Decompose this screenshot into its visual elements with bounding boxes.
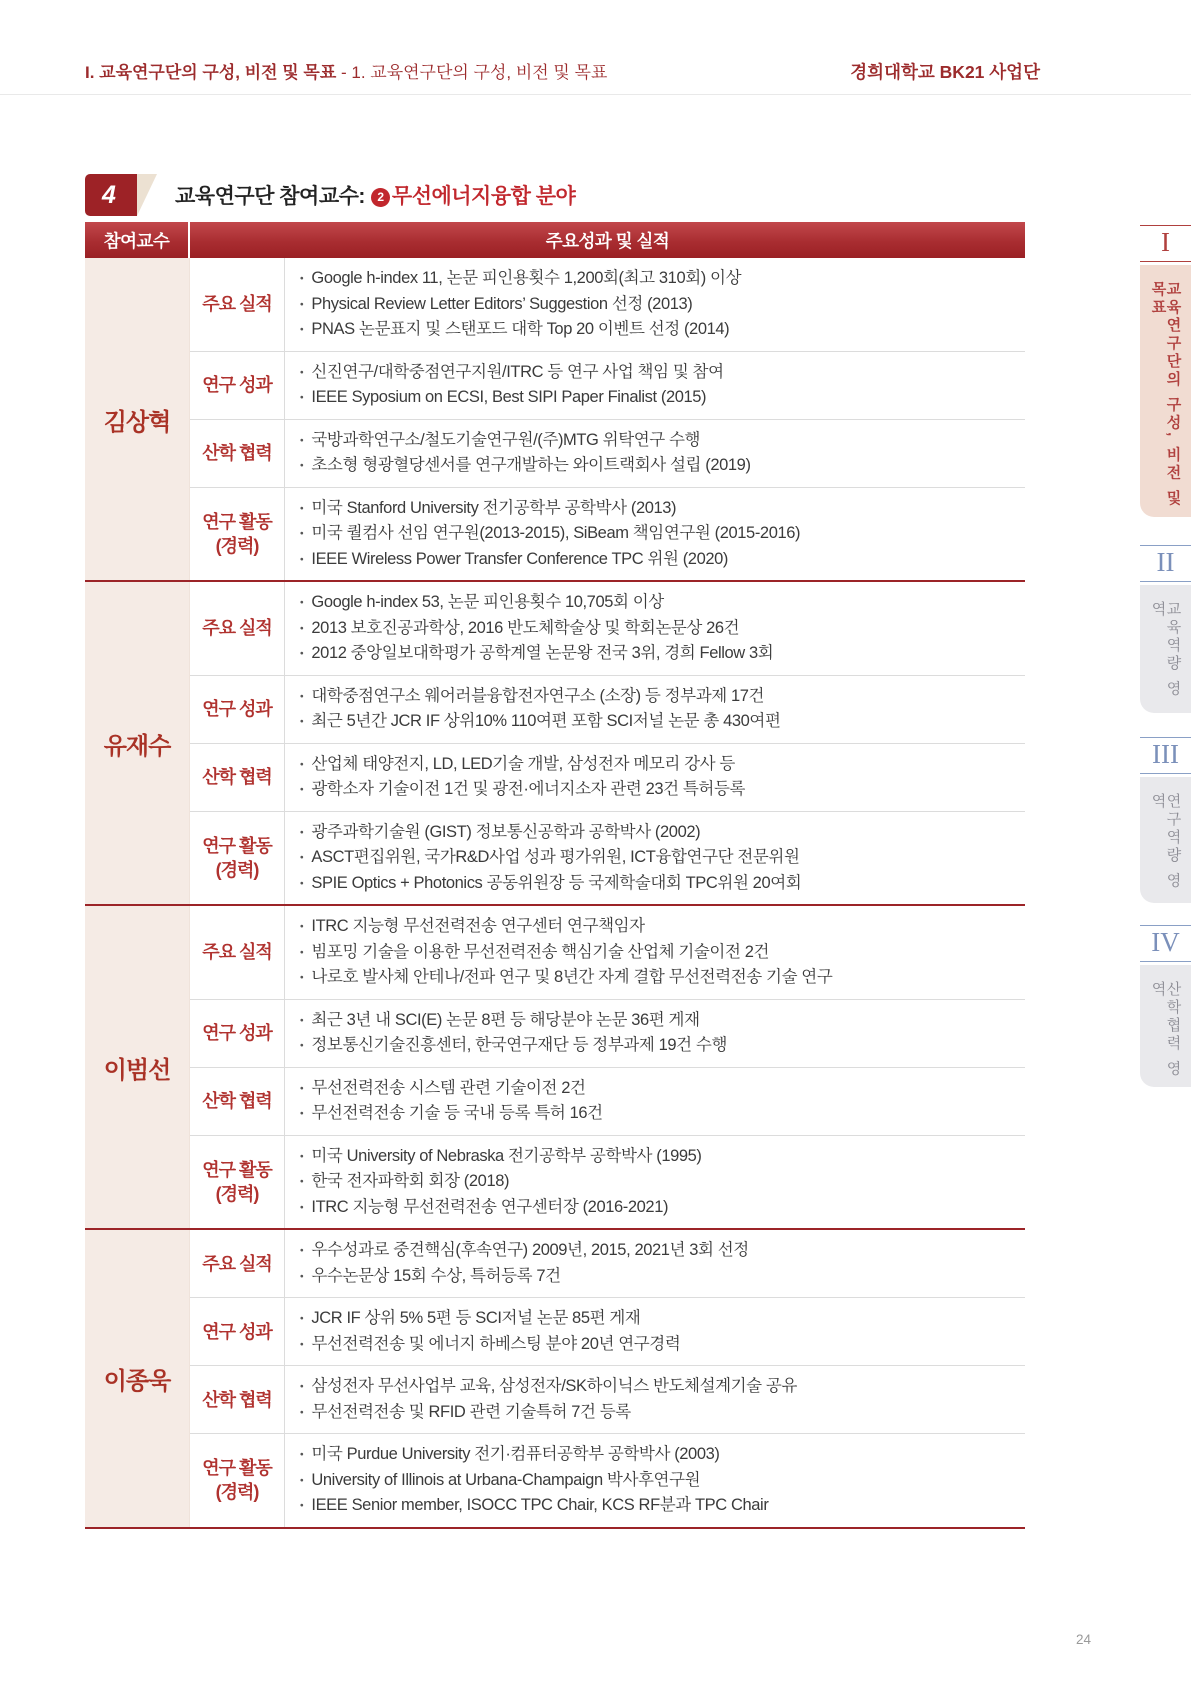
bullet-icon: •	[300, 622, 304, 634]
bullet-text: Google h-index 11, 논문 피인용횟수 1,200회(최고 310회) 이상	[311, 269, 742, 287]
side-tab-numeral: I	[1140, 225, 1191, 262]
section-title-block	[85, 174, 575, 216]
achievement-row	[190, 676, 1025, 744]
bullet-icon: •	[300, 1474, 304, 1486]
bullet-text: JCR IF 상위 5% 5편 등 SCI저널 논문 85편 게재	[311, 1309, 641, 1327]
achievement-items	[285, 420, 1025, 487]
bullet-icon: •	[300, 1499, 304, 1511]
bullet-icon: •	[300, 391, 304, 403]
bullet-text: 2012 중앙일보대학평가 공학계열 논문왕 전국 3위, 경희 Fellow 3회	[311, 644, 774, 662]
category-label	[190, 1298, 285, 1365]
bullet-item	[299, 590, 1015, 616]
bullet-icon: •	[300, 459, 304, 471]
bullet-text: 초소형 형광혈당센서를 연구개발하는 와이트랙회사 설립 (2019)	[311, 456, 751, 474]
bullet-item	[299, 845, 1015, 871]
bullet-item	[299, 777, 1015, 803]
achievement-items	[285, 1136, 1025, 1229]
bullet-text: 정보통신기술진흥센터, 한국연구재단 등 정부과제 19건 수행	[311, 1036, 727, 1054]
category-sublabel: (경력)	[215, 1482, 259, 1503]
professor-name: 이종욱	[85, 1230, 190, 1527]
achievement-row	[190, 744, 1025, 812]
bullet-text: 최근 3년 내 SCI(E) 논문 8편 등 해당분야 논문 36편 게재	[311, 1010, 700, 1029]
category-label-line: 연구 활동	[202, 1458, 272, 1479]
bullet-icon: •	[300, 298, 304, 310]
side-tab-numeral: II	[1140, 545, 1191, 582]
section-number-badge	[85, 174, 137, 216]
bullet-icon: •	[300, 715, 304, 727]
bullet-text: 우수논문상 15회 수상, 특허등록 7건	[311, 1266, 561, 1285]
bullet-item	[299, 1332, 1015, 1358]
achievement-row	[190, 258, 1025, 352]
category-sublabel: (경력)	[215, 1183, 259, 1204]
bullet-item	[299, 428, 1015, 454]
section-title-prefix: 교육연구단 참여교수:	[175, 185, 365, 208]
bullet-item	[299, 1033, 1015, 1059]
bullet-icon: •	[300, 502, 304, 514]
bullet-icon: •	[300, 1270, 304, 1282]
bullet-item	[299, 1144, 1015, 1170]
achievement-row	[190, 1434, 1025, 1527]
achievement-items	[285, 1298, 1025, 1365]
bullet-text: 한국 전자파학회 회장 (2018)	[311, 1172, 510, 1190]
bullet-icon: •	[300, 851, 304, 863]
side-tab-numeral: IV	[1140, 925, 1191, 962]
category-label-line: 연구 활동	[202, 835, 272, 856]
achievement-items	[285, 812, 1025, 905]
bullet-text: 최근 5년간 JCR IF 상위10% 110여편 포함 SCI저널 논문 총 430여편	[311, 712, 781, 730]
group-rows	[190, 258, 1025, 580]
category-label-line: 주요 실적	[202, 1253, 272, 1274]
professor-group	[85, 906, 1025, 1230]
achievement-items	[285, 1068, 1025, 1135]
bullet-item	[299, 1008, 1015, 1034]
category-label	[190, 1366, 285, 1433]
professor-name: 유재수	[85, 582, 190, 904]
category-sublabel: (경력)	[215, 535, 259, 556]
achievement-row	[190, 1366, 1025, 1434]
bullet-icon: •	[300, 596, 304, 608]
category-label	[190, 1000, 285, 1067]
bullet-icon: •	[300, 553, 304, 565]
bullet-text: 삼성전자 무선사업부 교육, 삼성전자/SK하이닉스 반도체설계기술 공유	[311, 1377, 797, 1395]
bullet-icon: •	[300, 1150, 304, 1162]
bullet-text: PNAS 논문표지 및 스탠포드 대학 Top 20 이벤트 선정 (2014)	[311, 320, 730, 338]
bullet-item	[299, 1076, 1015, 1102]
achievement-items	[285, 582, 1025, 675]
header-divider	[0, 94, 1191, 95]
category-label-line: 연구 활동	[202, 511, 272, 532]
bullet-item	[299, 453, 1015, 479]
side-tab-label-box	[1140, 585, 1191, 713]
bullet-item	[299, 641, 1015, 667]
bullet-item	[299, 1101, 1015, 1127]
bullet-text: SPIE Optics + Photonics 공동위원장 등 국제학술대회 TPC위원 20여회	[311, 873, 802, 892]
running-header	[85, 58, 1040, 84]
bullet-text: 신진연구/대학중점연구지원/ITRC 등 연구 사업 책임 및 참여	[311, 362, 724, 381]
bullet-text: IEEE Syposium on ECSI, Best SIPI Paper Finalist (2015)	[311, 388, 707, 406]
category-label	[190, 906, 285, 999]
bullet-item	[299, 360, 1015, 386]
achievement-items	[285, 744, 1025, 811]
bullet-item	[299, 292, 1015, 318]
category-label	[190, 582, 285, 675]
side-tab-I[interactable]	[1140, 225, 1191, 517]
category-label-line: 연구 활동	[202, 1159, 272, 1180]
category-label-line: 연구 성과	[202, 1321, 272, 1342]
bullet-icon: •	[300, 1338, 304, 1350]
bullet-text: ITRC 지능형 무선전력전송 연구센터 연구책임자	[311, 917, 645, 935]
side-tab-label: 연구역량 영역	[1149, 793, 1182, 891]
professor-name: 김상혁	[85, 258, 190, 580]
bullet-item	[299, 1306, 1015, 1332]
side-tab-IV[interactable]	[1140, 925, 1191, 1087]
category-label-line: 연구 성과	[202, 375, 272, 395]
bullet-item	[299, 1468, 1015, 1494]
bullet-icon: •	[300, 783, 304, 795]
category-label	[190, 488, 285, 581]
achievement-row	[190, 1298, 1025, 1366]
page-number: 24	[1075, 1632, 1091, 1647]
side-tab-label: 교육역량 영역	[1149, 601, 1182, 699]
bullet-item	[299, 496, 1015, 522]
achievement-row	[190, 1136, 1025, 1229]
bullet-icon: •	[300, 527, 304, 539]
category-label	[190, 352, 285, 419]
professor-table	[85, 222, 1025, 1529]
bullet-item	[299, 317, 1015, 343]
category-label	[190, 1434, 285, 1527]
bullet-item	[299, 385, 1015, 411]
bullet-text: 무선전력전송 및 RFID 관련 기술특허 7건 등록	[311, 1402, 631, 1421]
section-title-highlight: 무선에너지융합 분야	[391, 185, 576, 208]
category-label-line: 주요 실적	[202, 294, 272, 315]
bullet-item	[299, 871, 1015, 897]
bullet-icon: •	[300, 366, 304, 378]
bullet-text: 빔포밍 기술을 이용한 무선전력전송 핵심기술 산업체 기술이전 2건	[311, 942, 770, 961]
side-tab-numeral: III	[1140, 737, 1191, 774]
running-header-left-sub: 1. 교육연구단의 구성, 비전 및 목표	[351, 63, 608, 82]
achievement-row	[190, 906, 1025, 1000]
professor-group	[85, 1230, 1025, 1529]
bullet-icon: •	[300, 826, 304, 838]
achievement-items	[285, 1434, 1025, 1527]
achievement-row	[190, 812, 1025, 905]
bullet-text: IEEE Wireless Power Transfer Conference TPC 위원 (2020)	[311, 549, 729, 568]
bullet-item	[299, 1493, 1015, 1519]
bullet-icon: •	[300, 647, 304, 659]
achievement-items	[285, 676, 1025, 743]
bullet-icon: •	[300, 323, 304, 335]
side-tab-III[interactable]	[1140, 737, 1191, 903]
achievement-items	[285, 1366, 1025, 1433]
category-label-line: 산학 협력	[202, 443, 272, 463]
professor-group	[85, 582, 1025, 906]
side-tab-label: 산학협력 영역	[1149, 981, 1182, 1079]
section-number: 4	[102, 180, 116, 209]
circled-two-icon: 2	[371, 188, 390, 207]
bullet-text: 무선전력전송 및 에너지 하베스팅 분야 20년 연구경력	[311, 1334, 681, 1353]
group-rows	[190, 582, 1025, 904]
group-rows	[190, 906, 1025, 1228]
bullet-text: 미국 Purdue University 전기·컴퓨터공학부 공학박사 (2003)	[311, 1445, 720, 1463]
running-header-left	[85, 58, 607, 83]
achievement-row	[190, 488, 1025, 581]
running-header-left-bold: I. 교육연구단의 구성, 비전 및 목표	[85, 63, 337, 82]
achievement-row	[190, 1230, 1025, 1298]
bullet-text: 대학중점연구소 웨어러블융합전자연구소 (소장) 등 정부과제 17건	[311, 686, 765, 705]
achievement-row	[190, 1068, 1025, 1136]
bullet-text: ITRC 지능형 무선전력전송 연구센터장 (2016-2021)	[311, 1197, 669, 1216]
side-tab-label: 교육연구단의 구성, 비전 및 목표	[1149, 281, 1182, 508]
bullet-item	[299, 1195, 1015, 1221]
bullet-icon: •	[300, 946, 304, 958]
category-label	[190, 812, 285, 905]
category-label-line: 산학 협력	[202, 1091, 272, 1111]
bullet-icon: •	[300, 690, 304, 702]
bullet-text: 산업체 태양전지, LD, LED기술 개발, 삼성전자 메모리 강사 등	[311, 754, 735, 773]
achievement-row	[190, 352, 1025, 420]
category-label	[190, 744, 285, 811]
bullet-item	[299, 616, 1015, 642]
bullet-text: ASCT편집위원, 국가R&D사업 성과 평가위원, ICT융합연구단 전문위원	[311, 848, 800, 866]
achievement-row	[190, 1000, 1025, 1068]
category-label-line: 주요 실적	[202, 942, 272, 963]
badge-fold-icon	[137, 174, 157, 216]
bullet-icon: •	[300, 1014, 304, 1026]
achievement-items	[285, 488, 1025, 581]
bullet-icon: •	[300, 877, 304, 889]
bullet-text: Google h-index 53, 논문 피인용횟수 10,705회 이상	[311, 593, 664, 611]
bullet-icon: •	[300, 1039, 304, 1051]
bullet-item	[299, 820, 1015, 846]
category-label	[190, 1068, 285, 1135]
bullet-text: University of Illinois at Urbana-Champaign 박사후연구원	[311, 1470, 701, 1489]
professor-name: 이범선	[85, 906, 190, 1228]
bullet-icon: •	[300, 1082, 304, 1094]
col-header-professor: 참여교수	[85, 222, 190, 258]
category-label	[190, 258, 285, 351]
category-label	[190, 420, 285, 487]
bullet-item	[299, 521, 1015, 547]
side-tab-II[interactable]	[1140, 545, 1191, 713]
table-header-row	[85, 222, 1025, 258]
col-header-achievements: 주요성과 및 실적	[545, 230, 670, 251]
bullet-item	[299, 914, 1015, 940]
category-sublabel: (경력)	[215, 859, 259, 880]
bullet-icon: •	[300, 920, 304, 932]
achievement-items	[285, 906, 1025, 999]
bullet-text: 2013 보호진공과학상, 2016 반도체학술상 및 학회논문상 26건	[311, 618, 740, 637]
bullet-text: 광주과학기술원 (GIST) 정보통신공학과 공학박사 (2002)	[311, 822, 701, 841]
bullet-text: 우수성과로 중견핵심(후속연구) 2009년, 2015, 2021년 3회 선정	[311, 1241, 749, 1259]
bullet-text: 미국 University of Nebraska 전기공학부 공학박사 (1995)	[311, 1146, 702, 1165]
bullet-item	[299, 547, 1015, 573]
side-tab-label-box	[1140, 265, 1191, 517]
bullet-text: Physical Review Letter Editors’ Suggestion 선정 (2013)	[311, 294, 693, 313]
category-label-line: 연구 성과	[202, 699, 272, 719]
running-header-separator: -	[336, 63, 352, 82]
bullet-item	[299, 1264, 1015, 1290]
category-label-line: 산학 협력	[202, 767, 272, 787]
bullet-item	[299, 709, 1015, 735]
category-label	[190, 1136, 285, 1229]
bullet-text: 나로호 발사체 안테나/전파 연구 및 8년간 자계 결합 무선전력전송 기술 연구	[311, 968, 833, 986]
bullet-icon: •	[300, 1380, 304, 1392]
group-rows	[190, 1230, 1025, 1527]
bullet-item	[299, 684, 1015, 710]
bullet-icon: •	[300, 1448, 304, 1460]
bullet-item	[299, 965, 1015, 991]
category-label-line: 주요 실적	[202, 618, 272, 639]
category-label-line: 연구 성과	[202, 1023, 272, 1043]
bullet-icon: •	[300, 758, 304, 770]
table-body	[85, 258, 1025, 1529]
bullet-item	[299, 1374, 1015, 1400]
section-title	[175, 180, 575, 210]
bullet-item	[299, 1400, 1015, 1426]
category-label-line: 산학 협력	[202, 1389, 272, 1410]
bullet-item	[299, 1442, 1015, 1468]
bullet-item	[299, 266, 1015, 292]
bullet-text: 무선전력전송 기술 등 국내 등록 특허 16건	[311, 1104, 603, 1122]
bullet-text: 국방과학연구소/철도기술연구원/(주)MTG 위탁연구 수행	[311, 430, 701, 449]
achievement-row	[190, 420, 1025, 488]
achievement-items	[285, 1230, 1025, 1297]
bullet-text: 무선전력전송 시스템 관련 기술이전 2건	[311, 1078, 586, 1097]
side-tab-label-box	[1140, 965, 1191, 1087]
achievement-items	[285, 258, 1025, 351]
category-label	[190, 676, 285, 743]
side-tab-label-box	[1140, 777, 1191, 903]
bullet-text: 광학소자 기술이전 1건 및 광전·에너지소자 관련 23건 특허등록	[311, 780, 746, 798]
category-label	[190, 1230, 285, 1297]
bullet-icon: •	[300, 434, 304, 446]
bullet-item	[299, 940, 1015, 966]
achievement-row	[190, 582, 1025, 676]
achievement-items	[285, 352, 1025, 419]
bullet-icon: •	[300, 971, 304, 983]
bullet-text: 미국 Stanford University 전기공학부 공학박사 (2013)	[311, 498, 677, 517]
bullet-text: IEEE Senior member, ISOCC TPC Chair, KCS RF분과 TPC Chair	[311, 1496, 769, 1514]
bullet-item	[299, 1169, 1015, 1195]
bullet-item	[299, 1238, 1015, 1264]
bullet-icon: •	[300, 1175, 304, 1187]
bullet-icon: •	[300, 1244, 304, 1256]
bullet-item	[299, 752, 1015, 778]
bullet-icon: •	[300, 1107, 304, 1119]
bullet-text: 미국 퀄컴사 선임 연구원(2013-2015), SiBeam 책임연구원 (2015-2016)	[311, 524, 801, 542]
professor-group	[85, 258, 1025, 582]
achievement-items	[285, 1000, 1025, 1067]
bullet-icon: •	[300, 1201, 304, 1213]
bullet-icon: •	[300, 1312, 304, 1324]
bullet-icon: •	[300, 272, 304, 284]
running-header-right: 경희대학교 BK21 사업단	[850, 62, 1040, 82]
bullet-icon: •	[300, 1406, 304, 1418]
